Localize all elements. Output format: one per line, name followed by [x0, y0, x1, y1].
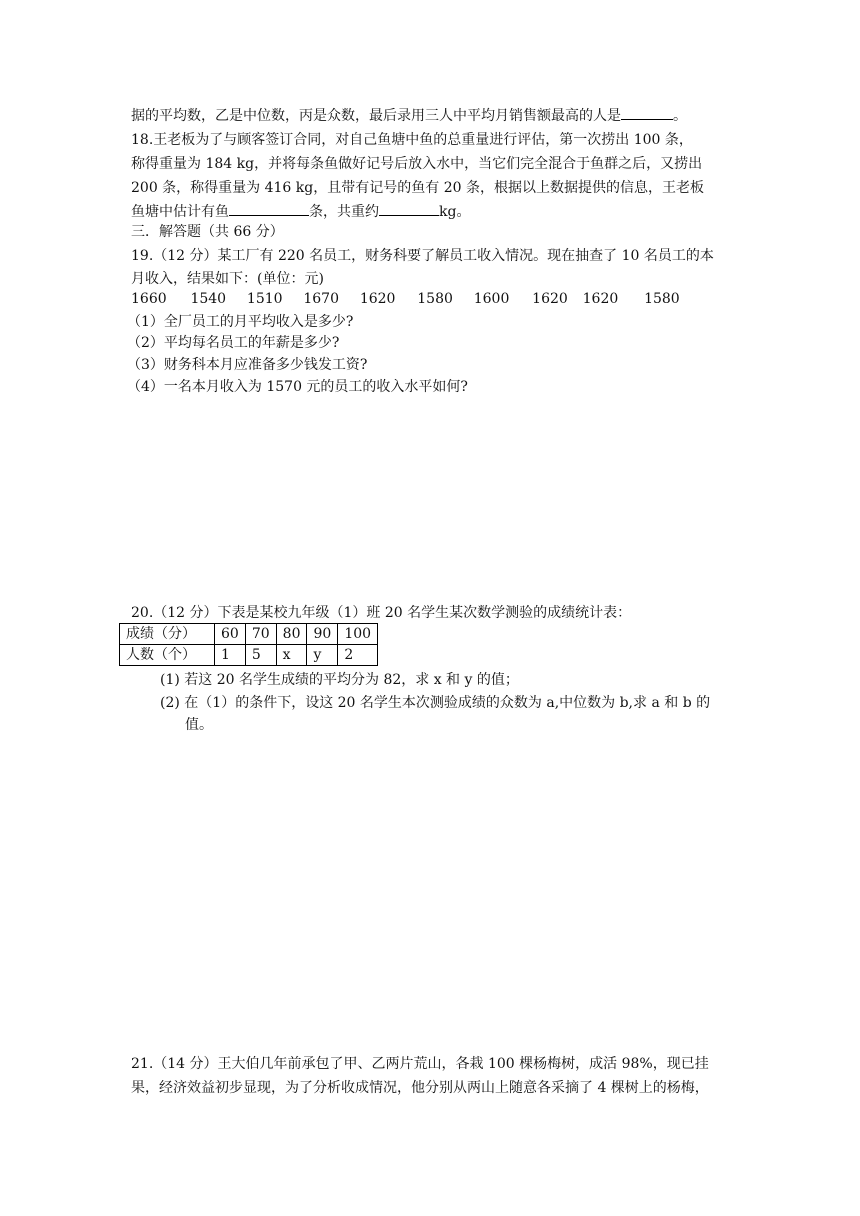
- score-table: [119, 623, 378, 666]
- q19-value: 1600: [473, 291, 510, 307]
- q19-value: 1620: [582, 291, 619, 307]
- q18-line4-a: 鱼塘中估计有鱼: [131, 204, 229, 220]
- q19-value: 1540: [190, 291, 227, 307]
- q18-fish-count-blank[interactable]: [229, 200, 309, 216]
- table-cell: 60: [215, 624, 246, 645]
- q19-value: 1620: [359, 291, 396, 307]
- table-cell: 100: [338, 624, 378, 645]
- section-3-heading: 三．解答题（共 66 分）: [131, 224, 284, 240]
- table-cell: 90: [307, 624, 338, 645]
- q19-value: 1620: [532, 291, 568, 307]
- q20-sub2-cont: 值。: [185, 717, 213, 733]
- table-cell: 人数（个）: [120, 645, 215, 666]
- q19-sub2: （2）平均每名员工的年薪是多少?: [127, 335, 340, 351]
- table-cell: 2: [338, 645, 378, 666]
- q19-sub3: （3）财务科本月应准备多少钱发工资?: [127, 357, 368, 373]
- q17-tail-line: [131, 104, 687, 126]
- q18-line3: 200 条，称得重量为 416 kg，且带有记号的鱼有 20 条，根据以上数据提供的信息，王老板: [131, 180, 704, 196]
- q17-end: 。: [673, 108, 687, 124]
- q21-line1: 21.（14 分）王大伯几年前承包了甲、乙两片荒山，各栽 100 棵杨梅树，成活 98%，现已挂: [131, 1056, 709, 1072]
- q19-value: 1580: [644, 291, 680, 307]
- q20-intro: 20.（12 分）下表是某校九年级（1）班 20 名学生某次数学测验的成绩统计表：: [131, 605, 632, 621]
- q18-line4: [131, 200, 470, 222]
- q19-values-row: [131, 289, 680, 309]
- q19-line1: 19.（12 分）某工厂有 220 名员工，财务科要了解员工收入情况。现在抽查了 10 名员工的本: [131, 248, 714, 264]
- q19-sub1: （1）全厂员工的月平均收入是多少?: [127, 314, 354, 330]
- table-cell: 成绩（分）: [120, 624, 215, 645]
- q18-line2: 称得重量为 184 kg，并将每条鱼做好记号后放入水中，当它们完全混合于鱼群之后，又捞出: [131, 156, 703, 172]
- q19-sub4: （4）一名本月收入为 1570 元的员工的收入水平如何?: [127, 379, 468, 395]
- q19-value: 1670: [303, 291, 339, 307]
- q18-line4-c: kg。: [439, 204, 471, 220]
- table-cell: 1: [215, 645, 246, 666]
- q17-tail-text: 据的平均数，乙是中位数，丙是众数，最后录用三人中平均月销售额最高的人是: [131, 108, 621, 124]
- table-cell: 5: [245, 645, 276, 666]
- q21-line2: 果，经济效益初步显现，为了分析收成情况，他分别从两山上随意各采摘了 4 棵树上的杨梅，: [131, 1080, 709, 1096]
- q20-sub1: (1) 若这 20 名学生成绩的平均分为 82，求 x 和 y 的值；: [160, 672, 519, 688]
- q19-value: 1660: [131, 291, 167, 307]
- table-row: [120, 624, 378, 645]
- table-row: [120, 645, 378, 666]
- table-cell: y: [307, 645, 338, 666]
- q19-line2: 月收入，结果如下：(单位：元): [131, 271, 324, 287]
- table-cell: 70: [245, 624, 276, 645]
- q17-answer-blank[interactable]: [621, 104, 673, 120]
- q19-value: 1510: [246, 291, 283, 307]
- q18-line4-b: 条，共重约: [309, 204, 379, 220]
- table-cell: 80: [276, 624, 307, 645]
- q18-weight-blank[interactable]: [379, 200, 439, 216]
- q19-value: 1580: [417, 291, 453, 307]
- table-cell: x: [276, 645, 307, 666]
- q20-sub2: (2) 在（1）的条件下，设这 20 名学生本次测验成绩的众数为 a,中位数为 b,求 a 和 b 的: [160, 695, 711, 711]
- q18-line1: 18.王老板为了与顾客签订合同，对自己鱼塘中鱼的总重量进行评估，第一次捞出 100 条，: [131, 132, 693, 148]
